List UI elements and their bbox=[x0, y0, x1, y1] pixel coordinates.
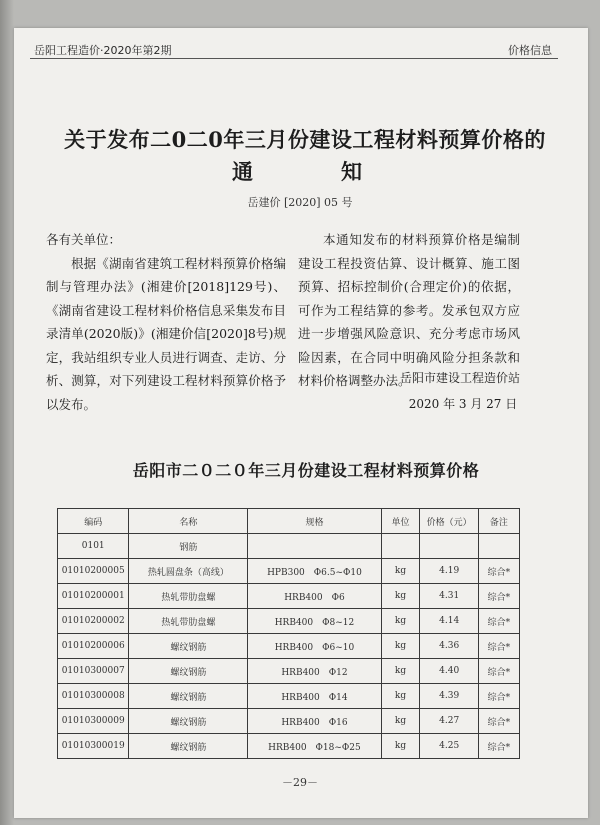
cell-remark: 综合* bbox=[478, 559, 519, 584]
cell-remark: 综合* bbox=[478, 684, 519, 709]
cell-name: 螺纹钢筋 bbox=[129, 684, 248, 709]
column-header-unit: 单位 bbox=[381, 509, 420, 534]
cell-name: 热轧带肋盘螺 bbox=[129, 584, 248, 609]
column-header-spec: 规格 bbox=[248, 509, 381, 534]
cell-remark bbox=[478, 534, 519, 559]
cell-price: 4.39 bbox=[420, 684, 478, 709]
document-number: 岳建价 [2020] 05 号 bbox=[247, 196, 353, 209]
cell-unit: kg bbox=[381, 559, 420, 584]
running-header bbox=[30, 42, 558, 58]
cell-code: 01010200006 bbox=[58, 634, 129, 659]
table-row bbox=[58, 684, 520, 709]
table-row bbox=[58, 709, 520, 734]
table-row bbox=[58, 659, 520, 684]
header-rule bbox=[30, 58, 558, 59]
cell-code: 01010300007 bbox=[58, 659, 129, 684]
table-header-row bbox=[58, 509, 520, 534]
cell-unit: kg bbox=[381, 684, 420, 709]
cell-unit: kg bbox=[381, 659, 420, 684]
cell-code: 01010200001 bbox=[58, 584, 129, 609]
cell-spec: HRB400 Φ6~10 bbox=[248, 634, 381, 659]
cell-remark: 综合* bbox=[478, 734, 519, 759]
cell-remark: 综合* bbox=[478, 584, 519, 609]
cell-remark: 综合* bbox=[478, 709, 519, 734]
cell-unit bbox=[381, 534, 420, 559]
table-row bbox=[58, 534, 520, 559]
notice-title-char-2: 知 bbox=[341, 159, 362, 184]
cell-price: 4.36 bbox=[420, 634, 478, 659]
cell-spec bbox=[248, 534, 381, 559]
body-paragraph-left: 根据《湖南省建筑工程材料预算价格编制与管理办法》(湘建价[2018]129号)、《湖南省建设工程材料价格信息采集发布目录清单(2020版)》(湘建价信[2020]8号)规定，我站组织专业人员进行调查、走访、分析、测算，对下列建设工程材料预算价格予以发布。 bbox=[46, 255, 286, 412]
cell-code: 01010300008 bbox=[58, 684, 129, 709]
cell-spec: HRB400 Φ16 bbox=[248, 709, 381, 734]
cell-unit: kg bbox=[381, 584, 420, 609]
table-row bbox=[58, 609, 520, 634]
cell-name: 螺纹钢筋 bbox=[129, 734, 248, 759]
signer: 岳阳市建设工程造价站 bbox=[399, 371, 520, 385]
cell-spec: HRB400 Φ14 bbox=[248, 684, 381, 709]
cell-code: 01010200005 bbox=[58, 559, 129, 584]
cell-code: 01010300019 bbox=[58, 734, 129, 759]
cell-price: 4.14 bbox=[420, 609, 478, 634]
table-row bbox=[58, 584, 520, 609]
cell-price: 4.25 bbox=[420, 734, 478, 759]
journal-issue-label: 岳阳工程造价·2020年第2期 bbox=[34, 44, 172, 57]
notice-title-line2 bbox=[232, 158, 362, 186]
table-row bbox=[58, 559, 520, 584]
cell-name: 钢筋 bbox=[129, 534, 248, 559]
cell-name: 螺纹钢筋 bbox=[129, 659, 248, 684]
cell-spec: HPB300 Φ6.5~Φ10 bbox=[248, 559, 381, 584]
cell-name: 热轧圆盘条（高线） bbox=[129, 559, 248, 584]
cell-code: 01010300009 bbox=[58, 709, 129, 734]
notice-body-left bbox=[46, 228, 286, 416]
notice-body-right bbox=[298, 228, 520, 393]
table-row bbox=[58, 734, 520, 759]
notice-title-char-1: 通 bbox=[232, 159, 253, 184]
table-title: 岳阳市二０二０年三月份建设工程材料预算价格 bbox=[132, 461, 480, 480]
cell-spec: HRB400 Φ18~Φ25 bbox=[248, 734, 381, 759]
page-number: －29－ bbox=[282, 776, 318, 789]
cell-name: 螺纹钢筋 bbox=[129, 634, 248, 659]
body-paragraph-right: 本通知发布的材料预算价格是编制建设工程投资估算、设计概算、施工图预算、招标控制价(合理定价)的依据，可作为工程结算的参考。发承包双方应进一步增强风险意识、充分考虑市场风险因素，在合同中明确风险分担条款和材料价格调整办法。 bbox=[298, 232, 520, 388]
cell-unit: kg bbox=[381, 709, 420, 734]
cell-unit: kg bbox=[381, 634, 420, 659]
column-header-code: 编码 bbox=[58, 509, 129, 534]
cell-remark: 综合* bbox=[478, 609, 519, 634]
cell-name: 热轧带肋盘螺 bbox=[129, 609, 248, 634]
cell-code: 0101 bbox=[58, 534, 129, 559]
page-binding-shadow bbox=[0, 0, 14, 825]
signing-date: 2020 年 3 月 27 日 bbox=[408, 397, 518, 411]
cell-price: 4.40 bbox=[420, 659, 478, 684]
cell-code: 01010200002 bbox=[58, 609, 129, 634]
cell-name: 螺纹钢筋 bbox=[129, 709, 248, 734]
cell-spec: HRB400 Φ8~12 bbox=[248, 609, 381, 634]
section-label: 价格信息 bbox=[508, 44, 552, 57]
table-row bbox=[58, 634, 520, 659]
cell-remark: 综合* bbox=[478, 634, 519, 659]
cell-price: 4.31 bbox=[420, 584, 478, 609]
column-header-remark: 备注 bbox=[478, 509, 519, 534]
cell-price: 4.27 bbox=[420, 709, 478, 734]
cell-spec: HRB400 Φ6 bbox=[248, 584, 381, 609]
column-header-name: 名称 bbox=[129, 509, 248, 534]
cell-spec: HRB400 Φ12 bbox=[248, 659, 381, 684]
cell-price: 4.19 bbox=[420, 559, 478, 584]
notice-title: 关于发布二0二0年三月份建设工程材料预算价格的 bbox=[64, 127, 546, 152]
cell-remark: 综合* bbox=[478, 659, 519, 684]
price-table bbox=[57, 508, 520, 759]
cell-price bbox=[420, 534, 478, 559]
cell-unit: kg bbox=[381, 609, 420, 634]
salutation: 各有关单位： bbox=[46, 232, 122, 247]
column-header-price: 价格（元） bbox=[420, 509, 478, 534]
cell-unit: kg bbox=[381, 734, 420, 759]
